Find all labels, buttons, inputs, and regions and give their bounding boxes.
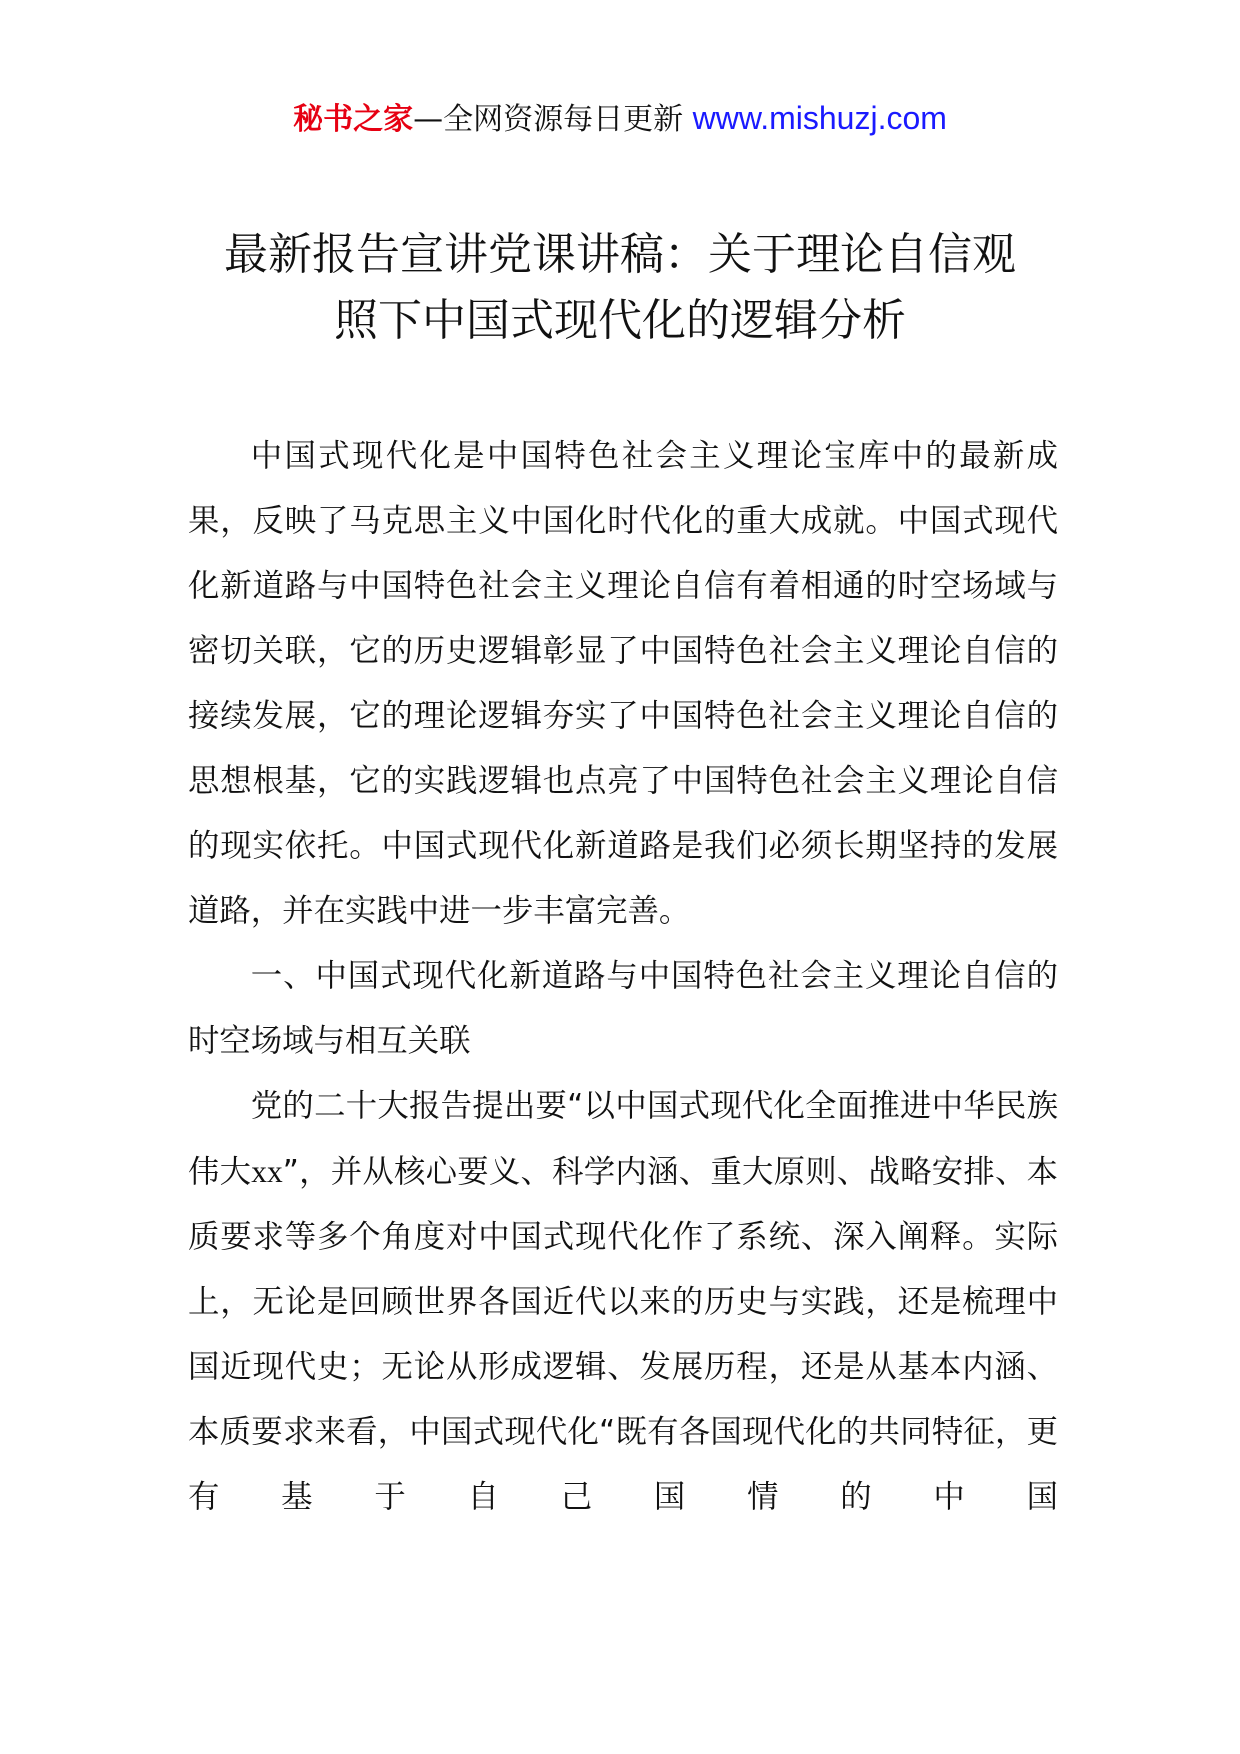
paragraph-section-1-placeholder: xx	[251, 1154, 283, 1189]
title-line-2: 照下中国式现代化的逻辑分析	[334, 295, 906, 346]
paragraph-intro: 中国式现代化是中国特色社会主义理论宝库中的最新成果，反映了马克思主义中国化时代化的重大成就。中国式现代化新道路与中国特色社会主义理论自信有着相通的时空场域与密切关联，它的历史逻辑彰显了中国特色社会主义理论自信的接续发展，它的理论逻辑夯实了中国特色社会主义理论自信的思想根基，它的实践逻辑也点亮了中国特色社会主义理论自信的现实依托。中国式现代化新道路是我们必须长期坚持的发展道路，并在实践中进一步丰富完善。	[188, 438, 1058, 929]
title-line-1: 最新报告宣讲党课讲稿：关于理论自信观	[224, 229, 1016, 280]
paragraph-section-1-part-a: 党的二十大报告提出要“以中国式现代化全面推进中华民族伟大	[188, 1088, 1058, 1190]
document-body	[188, 424, 1058, 1530]
site-header	[0, 98, 1240, 140]
paragraph-section-1	[188, 1074, 1058, 1530]
site-tagline: —全网资源每日更新	[413, 102, 693, 137]
site-brand: 秘书之家	[293, 102, 414, 137]
document-title	[170, 222, 1070, 354]
site-url-link[interactable]: www.mishuzj.com	[692, 100, 947, 136]
paragraph-section-1-part-b: ”，并从核心要义、科学内涵、重大原则、战略安排、本质要求等多个角度对中国式现代化作了系统、深入阐释。实际上，无论是回顾世界各国近代以来的历史与实践，还是梳理中国近现代史；无论从形成逻辑、发展历程，还是从基本内涵、本质要求来看，中国式现代化“既有各国现代化的共同特征，更有基于自己国情的中国	[188, 1154, 1058, 1515]
section-heading-1: 一、中国式现代化新道路与中国特色社会主义理论自信的时空场域与相互关联	[188, 958, 1058, 1059]
